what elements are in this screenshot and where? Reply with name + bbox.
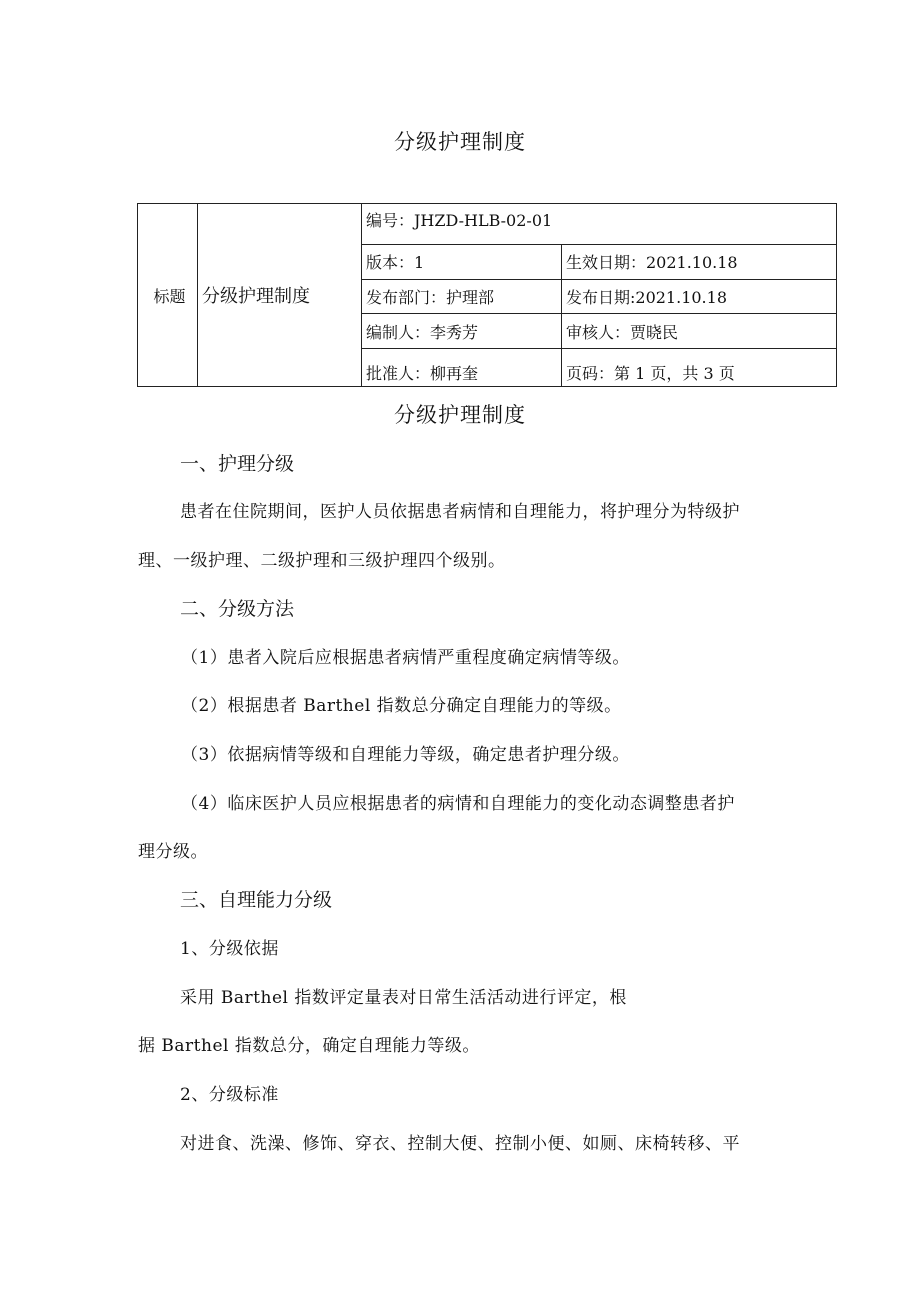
paragraph-line: 患者在住院期间，医护人员依据患者病情和自理能力，将护理分为特级护 xyxy=(180,502,740,522)
paragraph-line: 理、一级护理、二级护理和三级护理四个级别。 xyxy=(138,551,506,571)
meta-reviewer: 审核人：贾晓民 xyxy=(562,314,837,349)
heading-nursing-levels: 一、护理分级 xyxy=(180,453,295,475)
section-title: 分级护理制度 xyxy=(394,403,526,427)
meta-editor: 编制人：李秀芳 xyxy=(362,314,562,349)
subheading-basis: 1、分级依据 xyxy=(180,939,279,959)
meta-version: 版本：1 xyxy=(362,244,562,279)
list-item-continuation: 理分级。 xyxy=(138,842,208,862)
heading-classification-method: 二、分级方法 xyxy=(180,598,295,620)
paragraph-line: 据 Barthel 指数总分，确定自理能力等级。 xyxy=(138,1036,480,1056)
meta-page: 页码：第 1 页，共 3 页 xyxy=(562,349,837,387)
paragraph-line: 采用 Barthel 指数评定量表对日常生活活动进行评定，根 xyxy=(180,988,627,1008)
meta-department: 发布部门：护理部 xyxy=(362,279,562,314)
meta-label: 标题 xyxy=(138,204,198,387)
list-item: （4）临床医护人员应根据患者的病情和自理能力的变化动态调整患者护 xyxy=(181,794,735,814)
document-meta-table xyxy=(137,203,837,387)
meta-effective-date: 生效日期：2021.10.18 xyxy=(562,244,837,279)
list-item: （3）依据病情等级和自理能力等级，确定患者护理分级。 xyxy=(181,745,630,765)
meta-approver: 批准人：柳再奎 xyxy=(362,349,562,387)
list-item: （1）患者入院后应根据患者病情严重程度确定病情等级。 xyxy=(181,648,630,668)
heading-self-care-ability: 三、自理能力分级 xyxy=(180,889,333,911)
list-item: （2）根据患者 Barthel 指数总分确定自理能力的等级。 xyxy=(181,696,622,716)
meta-code: 编号：JHZD-HLB-02-01 xyxy=(362,204,837,245)
meta-publish-date: 发布日期:2021.10.18 xyxy=(562,279,837,314)
paragraph-line: 对进食、洗澡、修饰、穿衣、控制大便、控制小便、如厕、床椅转移、平 xyxy=(180,1134,740,1154)
subheading-standard: 2、分级标准 xyxy=(180,1085,279,1105)
meta-document-name: 分级护理制度 xyxy=(198,204,362,387)
document-title: 分级护理制度 xyxy=(394,130,526,154)
